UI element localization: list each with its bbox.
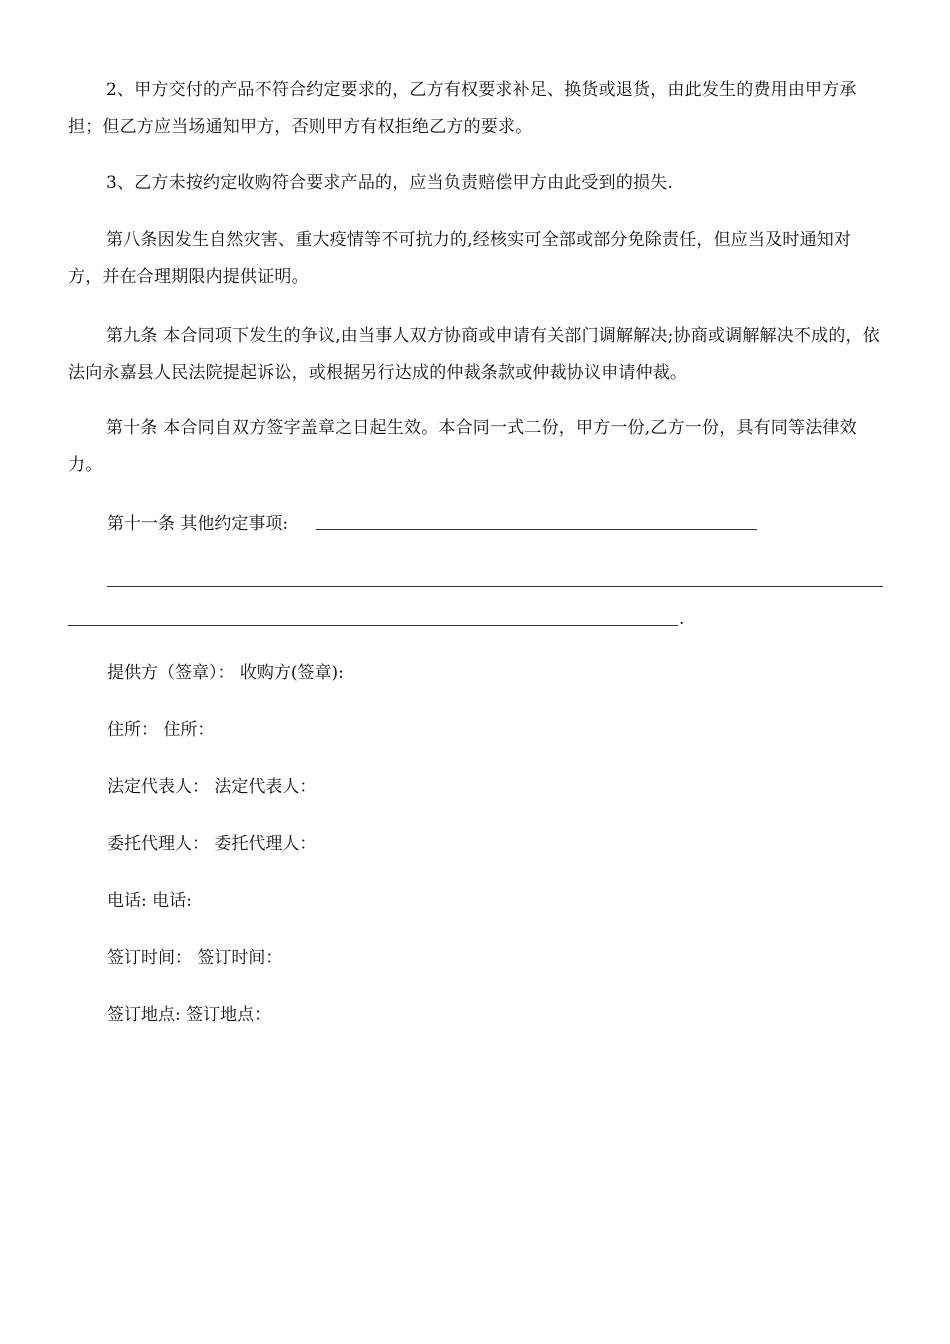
other-terms-blank-line-1	[316, 529, 757, 530]
clause-article-9: 第九条 本合同项下发生的争议,由当事人双方协商或申请有关部门调解解决;协商或调解解决不成的，依法向永嘉县人民法院提起诉讼，或根据另行达成的仲裁条款或仲裁协议申请仲裁。	[68, 326, 880, 383]
clause-article-11-label: 第十一条 其他约定事项:	[107, 514, 289, 534]
other-terms-end-period: .	[679, 609, 685, 629]
signature-place-line: 签订地点: 签订地点：	[107, 1005, 272, 1025]
clause-article-8: 第八条因发生自然灾害、重大疫情等不可抗力的,经核实可全部或部分免除责任，但应当及时通知对方，并在合理期限内提供证明。	[68, 230, 852, 287]
other-terms-blank-line-2	[107, 586, 883, 587]
signature-time-line: 签订时间： 签订时间：	[107, 948, 283, 968]
clause-article-10: 第十条 本合同自双方签字盖章之日起生效。本合同一式二份，甲方一份,乙方一份，具有同等法律效力。	[68, 418, 857, 475]
clause-item-3: 3、乙方未按约定收购符合要求产品的，应当负责赔偿甲方由此受到的损失.	[106, 173, 674, 193]
clause-item-2: 2、甲方交付的产品不符合约定要求的，乙方有权要求补足、换货或退货，由此发生的费用由甲方承担；但乙方应当场通知甲方，否则甲方有权拒绝乙方的要求。	[68, 80, 857, 137]
signature-party-line: 提供方（签章）： 收购方(签章):	[107, 663, 344, 683]
other-terms-blank-line-3	[68, 625, 678, 626]
signature-agent-line: 委托代理人： 委托代理人：	[107, 834, 317, 854]
signature-phone-line: 电话: 电话:	[107, 891, 192, 911]
signature-legal-rep-line: 法定代表人： 法定代表人：	[107, 777, 317, 797]
signature-address-line: 住所： 住所：	[107, 720, 215, 740]
